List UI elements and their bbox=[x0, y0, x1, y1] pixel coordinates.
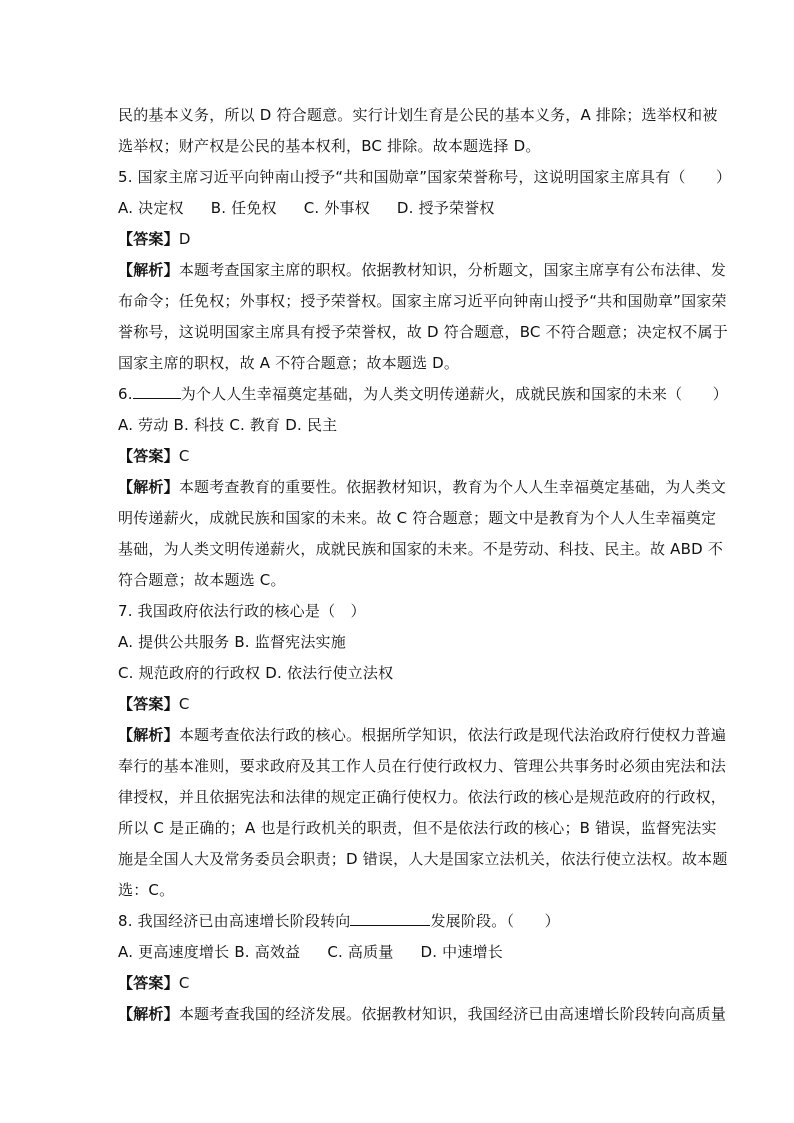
analysis-7-line: 所以 C 是正确的；A 也是行政机关的职责，但不是依法行政的核心；B 错误，监督宪法实 bbox=[118, 819, 717, 837]
answer-value: C bbox=[178, 447, 190, 465]
question-7-options bbox=[118, 658, 680, 689]
answer-7 bbox=[118, 689, 680, 720]
answer-label: 【答案】 bbox=[118, 230, 179, 248]
intro-line: 民的基本义务，所以 D 符合题意。实行计划生育是公民的基本义务，A 排除；选举权和被 bbox=[118, 106, 718, 124]
analysis-label: 【解析】 bbox=[118, 478, 179, 496]
answer-5 bbox=[118, 224, 680, 255]
option-b: B. 科技 bbox=[173, 416, 225, 434]
option-a: A. 劳动 bbox=[118, 416, 169, 434]
analysis-7-line: 律授权，并且依据宪法和法律的规定正确行使权力。依法行政的核心是规范政府的行政权， bbox=[118, 788, 727, 806]
question-6 bbox=[118, 379, 728, 410]
answer-label: 【答案】 bbox=[118, 695, 179, 713]
analysis-5-line: 国家主席的职权，故 A 不符合题意；故本题选 D。 bbox=[118, 354, 460, 372]
option-b: B. 高效益 bbox=[234, 943, 301, 961]
answer-label: 【答案】 bbox=[118, 447, 179, 465]
question-7-options bbox=[118, 627, 680, 658]
question-7: 7. 我国政府依法行政的核心是（ ） bbox=[118, 602, 366, 620]
question-text: 8. 我国经济已由高速增长阶段转向 bbox=[118, 912, 351, 930]
analysis-text: 本题考查国家主席的职权。依据教材知识，分析题文，国家主席享有公布法律、发 bbox=[178, 261, 727, 279]
analysis-7-line: 施是全国人大及常务委员会职责；D 错误，人大是国家立法机关，依法行使立法权。故本题 bbox=[118, 850, 728, 868]
analysis-7-line: 奉行的基本准则，要求政府及其工作人员在行使行政权力、管理公共事务时必须由宪法和法 bbox=[118, 757, 727, 775]
answer-label: 【答案】 bbox=[118, 974, 179, 992]
analysis-5-line: 布命令；任免权；外事权；授予荣誉权。国家主席习近平向钟南山授予“共和国勋章”国家荣 bbox=[118, 292, 727, 310]
analysis-label: 【解析】 bbox=[118, 726, 179, 744]
answer-8 bbox=[118, 968, 680, 999]
question-8-options bbox=[118, 937, 680, 968]
analysis-6-line: 明传递薪火，成就民族和国家的未来。故 C 符合题意；题文中是教育为个人人生幸福奠定 bbox=[118, 509, 717, 527]
analysis-text: 本题考查我国的经济发展。依据教材知识，我国经济已由高速增长阶段转向高质量 bbox=[178, 1005, 727, 1023]
option-a: A. 提供公共服务 bbox=[118, 633, 230, 651]
analysis-6-line: 基础，为人类文明传递薪火，成就民族和国家的未来。不是劳动、科技、民主。故 ABD 不 bbox=[118, 540, 724, 558]
analysis-label: 【解析】 bbox=[118, 1005, 179, 1023]
intro-line: 选举权；财产权是公民的基本权利，BC 排除。故本题选择 D。 bbox=[118, 137, 541, 155]
option-a: A. 更高速度增长 bbox=[118, 943, 230, 961]
question-6-options bbox=[118, 410, 680, 441]
analysis-text: 本题考查依法行政的核心。根据所学知识，依法行政是现代法治政府行使权力普遍 bbox=[178, 726, 727, 744]
analysis-text: 本题考查教育的重要性。依据教材知识，教育为个人人生幸福奠定基础，为人类文 bbox=[178, 478, 727, 496]
document-page bbox=[118, 100, 732, 1030]
analysis-7-line bbox=[118, 720, 727, 751]
fill-blank bbox=[133, 384, 181, 399]
option-d: D. 授予荣誉权 bbox=[396, 199, 495, 217]
analysis-7-line: 选：C。 bbox=[118, 881, 175, 899]
analysis-5-line: 誉称号，这说明国家主席具有授予荣誉权，故 D 符合题意，BC 不符合题意；决定权不属于 bbox=[118, 323, 728, 341]
option-d: D. 中速增长 bbox=[420, 943, 503, 961]
option-d: D. 民主 bbox=[285, 416, 338, 434]
question-text: 为个人人生幸福奠定基础，为人类文明传递薪火，成就民族和国家的未来（ ） bbox=[180, 385, 728, 403]
answer-value: D bbox=[178, 230, 191, 248]
option-c: C. 外事权 bbox=[303, 199, 370, 217]
analysis-label: 【解析】 bbox=[118, 261, 179, 279]
option-b: B. 任免权 bbox=[210, 199, 277, 217]
option-d: D. 依法行使立法权 bbox=[265, 664, 394, 682]
option-c: C. 高质量 bbox=[327, 943, 394, 961]
question-5-options bbox=[118, 193, 680, 224]
question-text: 发展阶段。（ ） bbox=[430, 912, 560, 930]
analysis-5-line bbox=[118, 255, 727, 286]
analysis-6-line bbox=[118, 472, 727, 503]
answer-6 bbox=[118, 441, 680, 472]
analysis-8-line bbox=[118, 999, 727, 1030]
option-c: C. 规范政府的行政权 bbox=[118, 664, 261, 682]
question-8 bbox=[118, 906, 680, 937]
option-c: C. 教育 bbox=[229, 416, 281, 434]
analysis-6-line: 符合题意；故本题选 C。 bbox=[118, 571, 286, 589]
answer-value: C bbox=[178, 974, 190, 992]
answer-value: C bbox=[178, 695, 190, 713]
option-a: A. 决定权 bbox=[118, 199, 184, 217]
option-b: B. 监督宪法实施 bbox=[234, 633, 346, 651]
fill-blank bbox=[350, 911, 430, 926]
question-5: 5. 国家主席习近平向钟南山授予“共和国勋章”国家荣誉称号，这说明国家主席具有（ ） bbox=[118, 168, 732, 186]
question-number: 6. bbox=[118, 385, 133, 403]
